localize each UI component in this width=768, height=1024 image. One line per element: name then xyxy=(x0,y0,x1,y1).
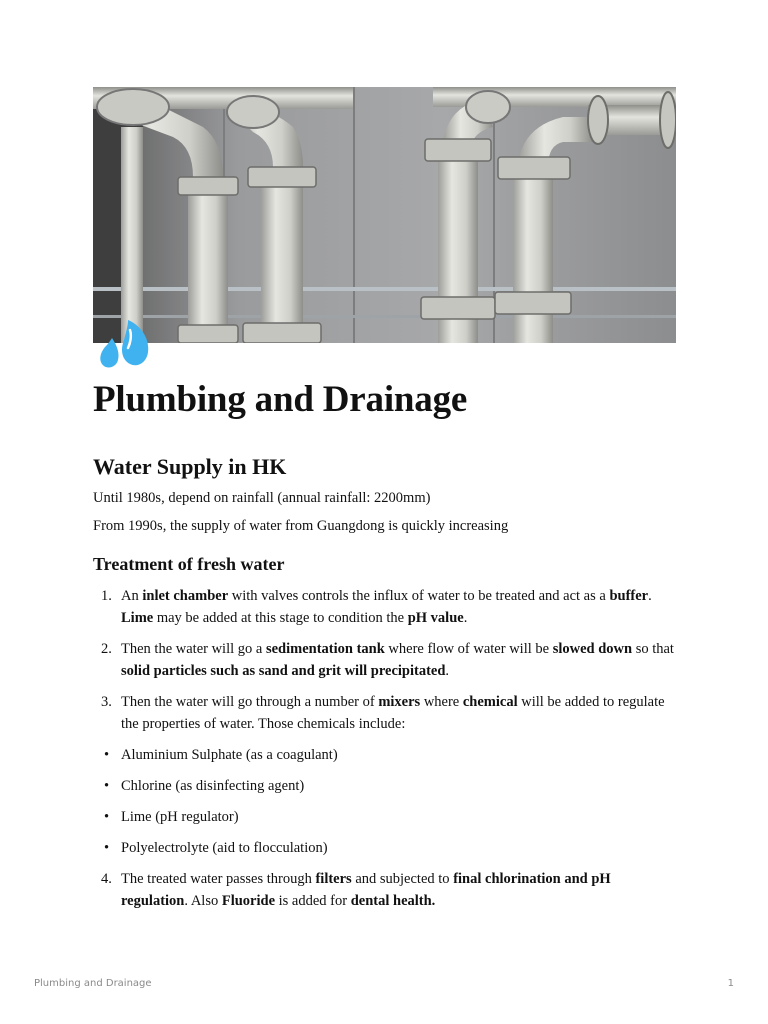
sweat-droplets-icon xyxy=(98,318,154,372)
step-text: The treated water passes through xyxy=(121,871,316,887)
step-bold-text: chemical xyxy=(462,694,518,710)
step-bold-text: Lime xyxy=(121,610,154,626)
bullet-dot: • xyxy=(104,840,110,856)
step-bold-text: Fluoride xyxy=(221,893,276,909)
step-text: with valves controls the influx of water to be treated and act as a xyxy=(228,588,610,604)
step-text: where flow of water will be xyxy=(384,641,553,657)
page-content xyxy=(93,378,676,921)
treatment-steps-list xyxy=(93,585,676,912)
cover-image xyxy=(93,87,676,343)
step-text: . xyxy=(648,588,652,604)
step-text: . xyxy=(445,663,450,679)
bullet-dot: • xyxy=(104,778,110,794)
footer-title: Plumbing and Drainage xyxy=(34,978,152,989)
step-text: will be added to regulate the properties of water. Those chemicals include: xyxy=(121,694,665,732)
step-text: so that xyxy=(632,641,674,657)
step-bold-text: mixers xyxy=(378,694,421,710)
section-heading-treatment: Treatment of fresh water xyxy=(93,554,285,574)
step-text: Then the water will go a xyxy=(121,641,266,657)
footer-page-number: 1 xyxy=(727,978,734,989)
step-bold-text: buffer xyxy=(609,588,649,604)
chemical-label: Polyelectrolyte (aid to flocculation) xyxy=(121,840,328,856)
chemical-bullet-item xyxy=(93,775,676,797)
treatment-step-4 xyxy=(93,868,676,912)
treatment-step-2 xyxy=(93,638,676,682)
chemical-bullet-item xyxy=(93,837,676,859)
chemical-label: Aluminium Sulphate (as a coagulant) xyxy=(121,747,338,763)
step-text: where xyxy=(420,694,463,710)
paragraph-guangdong: From 1990s, the supply of water from Guangdong is quickly increasing xyxy=(93,518,509,534)
treatment-step-3 xyxy=(93,691,676,735)
step-bold-text: filters xyxy=(315,871,352,887)
list-number: 3. xyxy=(101,694,112,710)
list-number: 2. xyxy=(101,641,112,657)
paragraph-rainfall: Until 1980s, depend on rainfall (annual rainfall: 2200mm) xyxy=(93,490,431,506)
chemical-label: Lime (pH regulator) xyxy=(121,809,239,825)
chemical-bullet-item xyxy=(93,744,676,766)
page-title: Plumbing and Drainage xyxy=(93,379,468,420)
step-bold-text: dental health. xyxy=(350,893,436,909)
step-bold-text: final chlorination and pH regulation xyxy=(121,871,611,909)
step-text: . xyxy=(463,610,468,626)
list-number: 1. xyxy=(101,588,112,604)
step-bold-text: sedimentation tank xyxy=(265,641,385,657)
bullet-dot: • xyxy=(104,747,110,763)
chemical-bullet-item xyxy=(93,806,676,828)
step-bold-text: pH value xyxy=(407,610,464,626)
step-text: is added for xyxy=(275,893,351,909)
step-text: . Also xyxy=(184,893,222,909)
chemical-label: Chlorine (as disinfecting agent) xyxy=(121,778,305,794)
step-bold-text: slowed down xyxy=(552,641,633,657)
step-bold-text: inlet chamber xyxy=(142,588,229,604)
bullet-dot: • xyxy=(104,809,110,825)
treatment-step-1 xyxy=(93,585,676,629)
step-text: may be added at this stage to condition the xyxy=(153,610,408,626)
list-number: 4. xyxy=(101,871,112,887)
step-text: and subjected to xyxy=(351,871,454,887)
section-heading-water-supply: Water Supply in HK xyxy=(93,454,287,479)
step-text: Then the water will go through a number of xyxy=(121,694,379,710)
step-bold-text: solid particles such as sand and grit will precipitated xyxy=(121,663,446,679)
step-text: An xyxy=(121,588,143,604)
